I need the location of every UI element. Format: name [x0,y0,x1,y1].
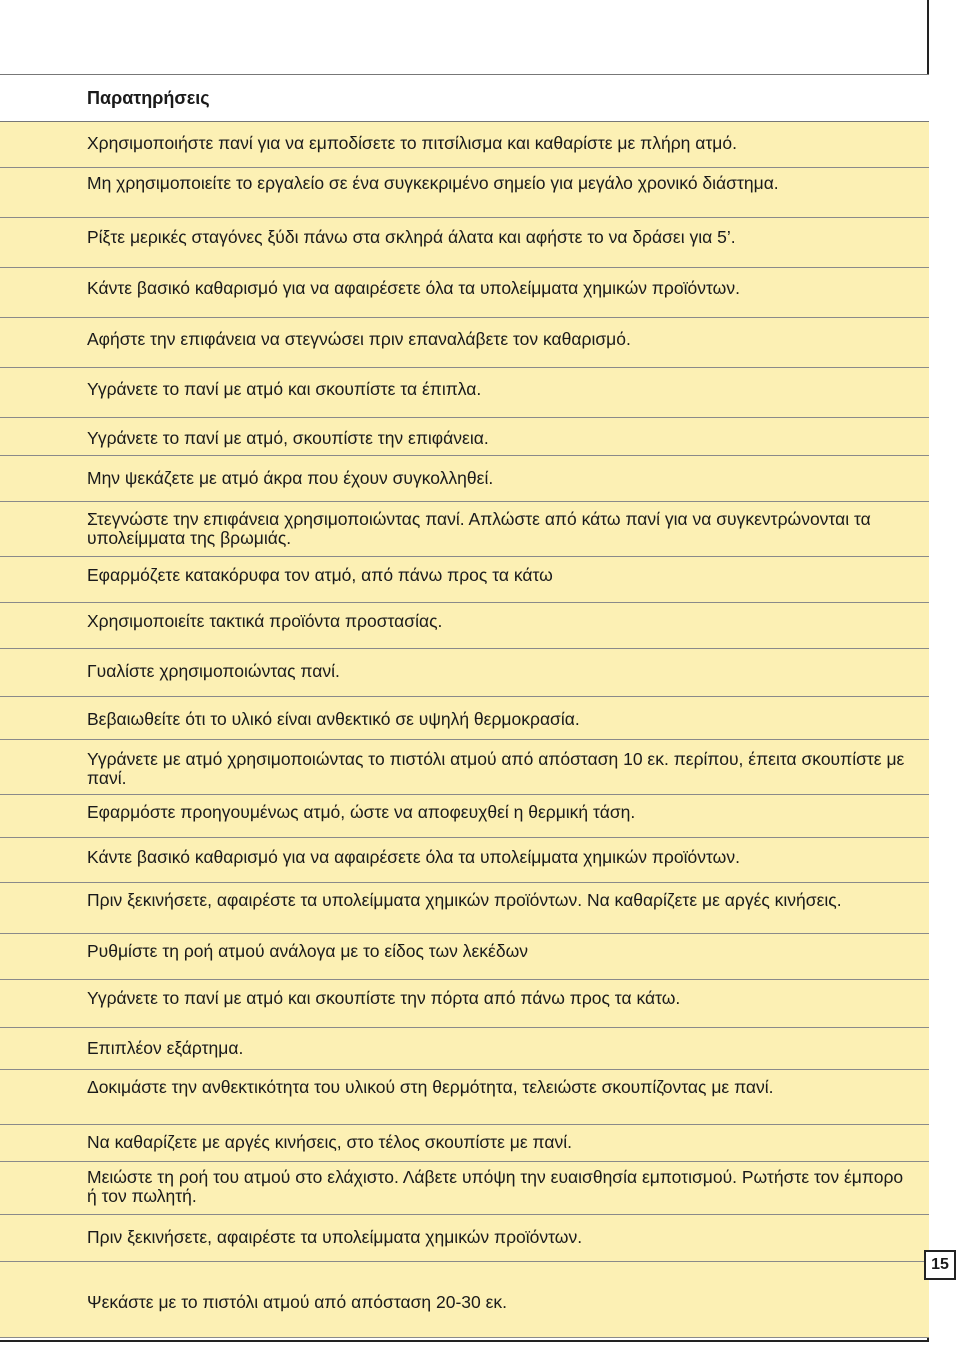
note-text: Κάντε βασικό καθαρισμό για να αφαιρέσετε όλα τα υπολείμματα χημικών προϊόντων. [87,847,740,867]
table-row [0,697,929,740]
note-text: Κάντε βασικό καθαρισμό για να αφαιρέσετε όλα τα υπολείμματα χημικών προϊόντων. [87,278,740,298]
table-row [0,1028,929,1070]
table-row [0,1070,929,1125]
note-text: Μειώστε τη ροή του ατμού στο ελάχιστο. Λάβετε υπόψη την ευαισθησία εμποτισμού. Ρωτήστε τον έμπορο ή τον πωλητή. [87,1167,904,1206]
note-text: Αφήστε την επιφάνεια να στεγνώσει πριν επαναλάβετε τον καθαρισμό. [87,329,631,349]
note-text: Ρυθμίστε τη ροή ατμού ανάλογα με το είδος των λεκέδων [87,941,528,961]
note-text: Εφαρμόζετε κατακόρυφα τον ατμό, από πάνω προς τα κάτω [87,565,553,585]
note-text: Χρησιμοποιείτε τακτικά προϊόντα προστασίας. [87,611,443,631]
table-row [0,838,929,883]
note-text: Μη χρησιμοποιείτε το εργαλείο σε ένα συγκεκριμένο σημείο για μεγάλο χρονικό διάστημα. [87,173,779,193]
notes-heading: Παρατηρήσεις [87,88,210,108]
notes-header-row [0,74,929,122]
table-row [0,740,929,795]
note-text: Εφαρμόστε προηγουμένως ατμό, ώστε να αποφευχθεί η θερμική τάση. [87,802,636,822]
note-text: Υγράνετε το πανί με ατμό και σκουπίστε τα έπιπλα. [87,379,482,399]
note-text: Πριν ξεκινήσετε, αφαιρέστε τα υπολείμματα χημικών προϊόντων. Να καθαρίζετε με αργές κινήσεις. [87,890,842,910]
table-row [0,1262,929,1338]
page-number: 15 [924,1250,956,1280]
note-text: Μην ψεκάζετε με ατμό άκρα που έχουν συγκολληθεί. [87,468,494,488]
table-row [0,649,929,697]
table-row [0,318,929,368]
notes-table [0,122,929,1338]
note-text: Υγράνετε με ατμό χρησιμοποιώντας το πιστόλι ατμού από απόσταση 10 εκ. περίπου, έπειτα σκουπίστε με πανί. [87,749,905,788]
note-text: Χρησιμοποιήστε πανί για να εμποδίσετε το πιτσίλισμα και καθαρίστε με πλήρη ατμό. [87,133,737,153]
table-row [0,883,929,934]
table-row [0,168,929,218]
table-row [0,795,929,838]
table-row [0,368,929,418]
table-row [0,268,929,318]
table-row [0,502,929,557]
note-text: Πριν ξεκινήσετε, αφαιρέστε τα υπολείμματα χημικών προϊόντων. [87,1227,583,1247]
note-text: Βεβαιωθείτε ότι το υλικό είναι ανθεκτικό σε υψηλή θερμοκρασία. [87,709,580,729]
table-row [0,418,929,456]
table-row [0,603,929,649]
table-row [0,456,929,502]
table-row [0,980,929,1028]
note-text: Ψεκάστε με το πιστόλι ατμού από απόσταση 20-30 εκ. [87,1292,508,1312]
note-text: Να καθαρίζετε με αργές κινήσεις, στο τέλος σκουπίστε με πανί. [87,1132,572,1152]
table-row [0,1215,929,1262]
table-row [0,557,929,603]
table-row [0,1162,929,1215]
note-text: Υγράνετε το πανί με ατμό και σκουπίστε την πόρτα από πάνω προς τα κάτω. [87,988,681,1008]
note-text: Δοκιμάστε την ανθεκτικότητα του υλικού στη θερμότητα, τελειώστε σκουπίζοντας με πανί. [87,1077,774,1097]
table-row [0,218,929,268]
table-row [0,122,929,168]
table-row [0,934,929,980]
note-text: Στεγνώστε την επιφάνεια χρησιμοποιώντας πανί. Απλώστε από κάτω πανί για να συγκεντρώνονται τα υπολείμματα της βρωμιάς. [87,509,871,548]
note-text: Υγράνετε το πανί με ατμό, σκουπίστε την επιφάνεια. [87,428,489,448]
note-text: Γυαλίστε χρησιμοποιώντας πανί. [87,661,340,681]
note-text: Ρίξτε μερικές σταγόνες ξύδι πάνω στα σκληρά άλατα και αφήστε το να δράσει για 5’. [87,227,736,247]
table-row [0,1125,929,1162]
note-text: Επιπλέον εξάρτημα. [87,1038,244,1058]
